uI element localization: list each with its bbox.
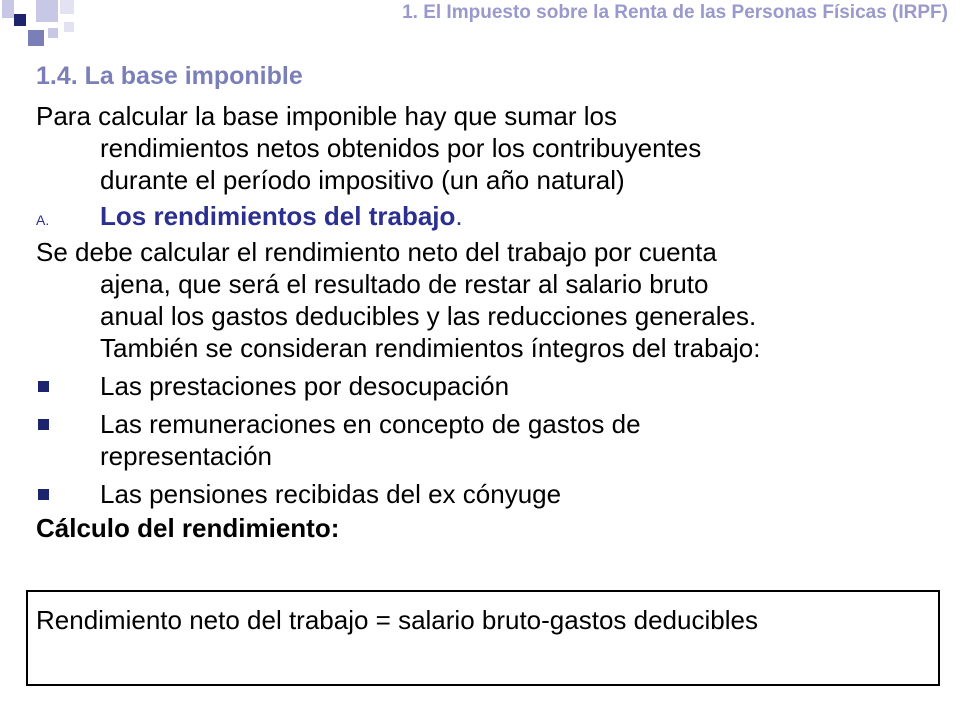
list-item <box>36 408 946 472</box>
item-a-text: Los rendimientos del trabajo <box>100 201 456 231</box>
formula-box <box>26 590 940 686</box>
corner-decoration <box>0 0 80 60</box>
item-a-suffix: . <box>455 201 463 231</box>
intro-line: rendimientos netos obtenidos por los contribuyentes <box>100 133 702 163</box>
section-title: 1.4. La base imponible <box>36 62 303 90</box>
list-item <box>36 370 946 402</box>
deco-square <box>28 30 44 46</box>
list-item <box>36 478 946 510</box>
explanation-paragraph <box>36 236 946 364</box>
item-a-marker: A. <box>36 212 50 228</box>
explanation-line: ajena, que será el resultado de restar al salario bruto <box>100 269 709 299</box>
bullet-list <box>36 370 946 516</box>
list-item-text: representación <box>100 441 272 471</box>
list-item-text: Las remuneraciones en concepto de gastos de <box>100 409 641 439</box>
intro-line: Para calcular la base imponible hay que sumar los <box>36 101 617 131</box>
slide-header-title: 1. El Impuesto sobre la Renta de las Personas Físicas (IRPF) <box>402 2 948 23</box>
calculation-title: Cálculo del rendimiento: <box>36 513 340 543</box>
intro-line: durante el período impositivo (un año natural) <box>100 165 625 195</box>
deco-square <box>36 0 58 22</box>
item-a <box>36 200 463 236</box>
deco-square <box>14 14 26 26</box>
intro-paragraph <box>36 100 946 196</box>
square-bullet-icon <box>38 419 49 430</box>
deco-square <box>48 28 58 38</box>
list-item-text: Las prestaciones por desocupación <box>100 371 510 401</box>
formula-text: Rendimiento neto del trabajo = salario bruto-gastos deducibles <box>36 605 758 635</box>
square-bullet-icon <box>38 381 49 392</box>
deco-square <box>2 0 14 18</box>
explanation-line: También se consideran rendimientos íntegros del trabajo: <box>100 333 761 363</box>
square-bullet-icon <box>38 489 49 500</box>
explanation-line: anual los gastos deducibles y las reducciones generales. <box>100 301 757 331</box>
deco-square <box>60 0 74 14</box>
explanation-line: Se debe calcular el rendimiento neto del trabajo por cuenta <box>36 237 717 267</box>
list-item-text: Las pensiones recibidas del ex cónyuge <box>100 479 562 509</box>
deco-square <box>64 22 74 32</box>
